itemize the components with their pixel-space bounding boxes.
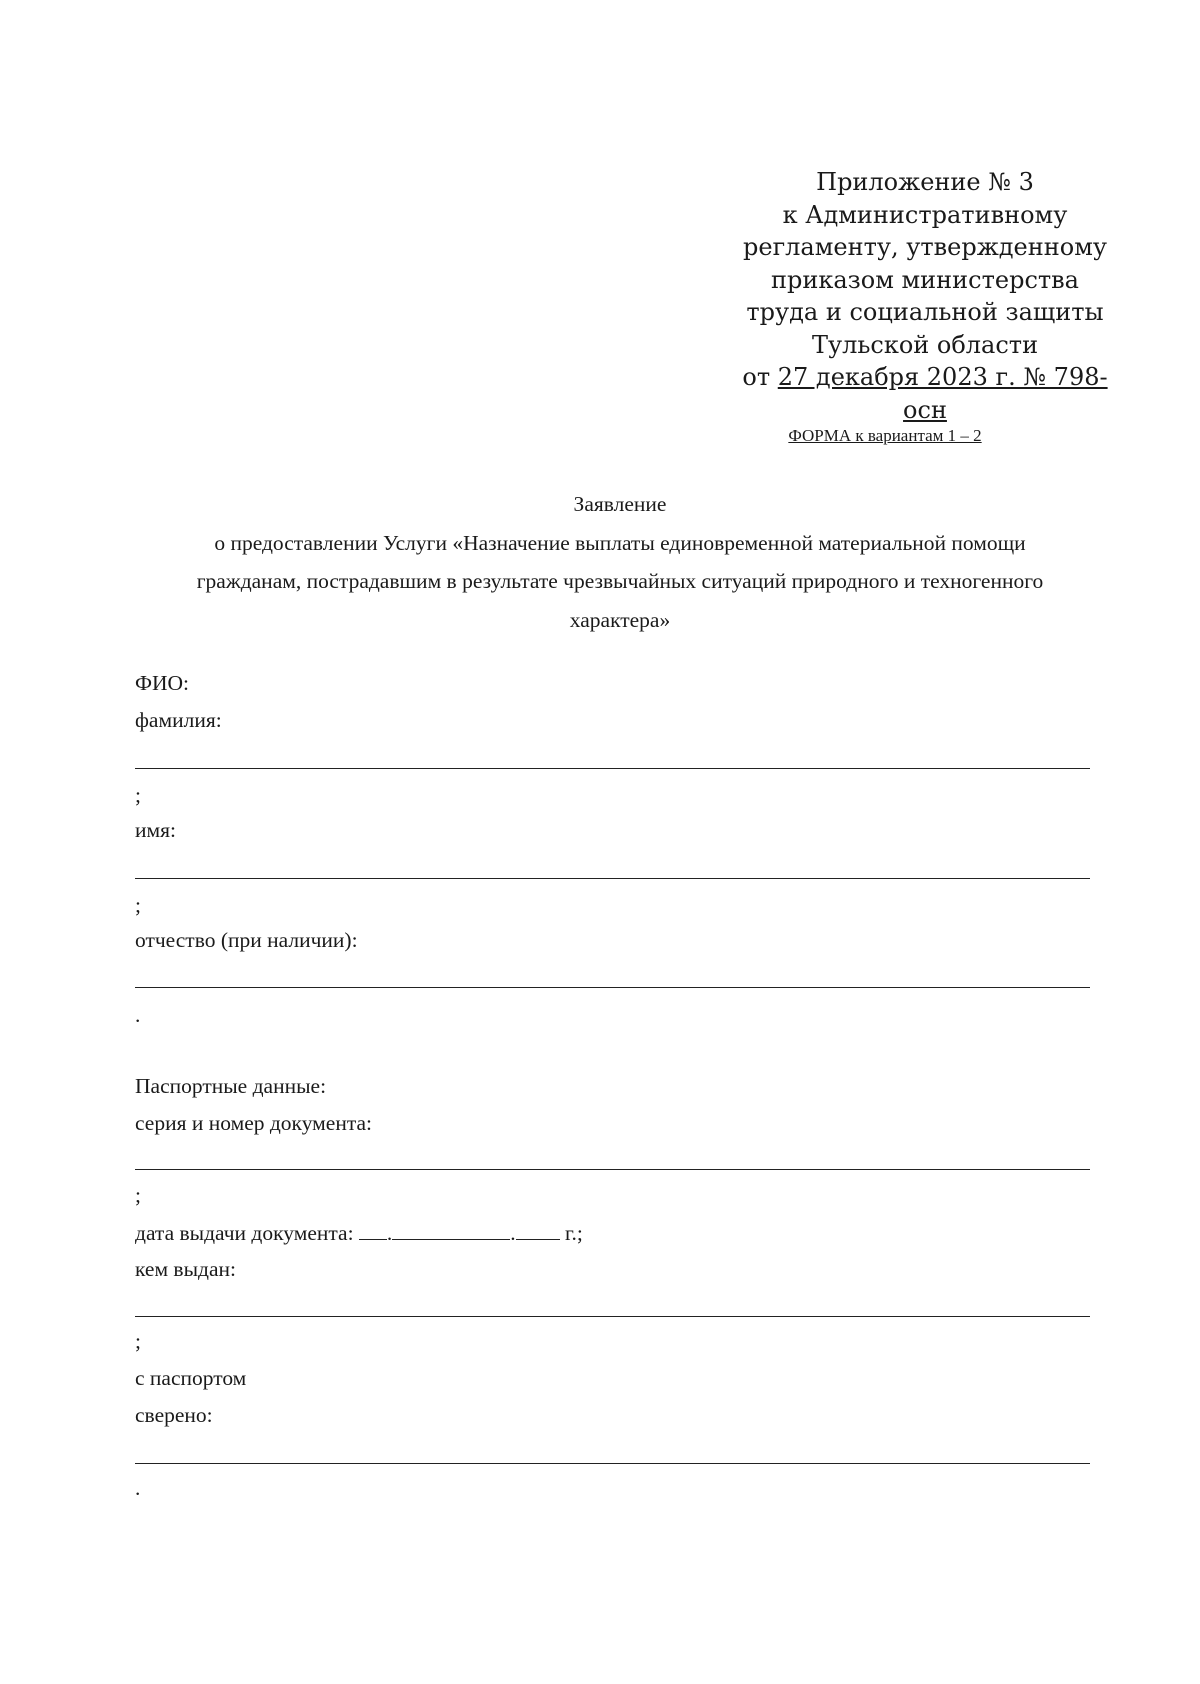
surname-field[interactable]	[135, 768, 1090, 769]
appendix-header	[740, 166, 1110, 426]
fio-heading: ФИО:	[135, 671, 190, 695]
appendix-order-date	[740, 361, 1110, 426]
surname-label: фамилия:	[135, 708, 222, 732]
form-variant-note: ФОРМА к вариантам 1 – 2	[788, 426, 982, 445]
title-line-4: характера»	[569, 607, 671, 632]
application-title	[120, 485, 1120, 639]
issue-date-label: дата выдачи документа:	[135, 1221, 354, 1245]
issue-date-month-field[interactable]	[392, 1221, 510, 1240]
patronymic-label: отчество (при наличии):	[135, 928, 358, 952]
name-field[interactable]	[135, 878, 1090, 879]
issued-by-label: кем выдан:	[135, 1257, 236, 1281]
appendix-line-6: Тульской области	[811, 330, 1039, 359]
patronymic-end: .	[135, 1003, 141, 1027]
issue-date-year-field[interactable]	[516, 1221, 560, 1240]
verified-end: .	[135, 1476, 141, 1500]
name-label: имя:	[135, 818, 176, 842]
appendix-order-ref: 27 декабря 2023 г. № 798-осн	[777, 363, 1108, 424]
verified-label-1: с паспортом	[135, 1366, 247, 1390]
passport-series-end: ;	[135, 1183, 141, 1207]
issued-by-field[interactable]	[135, 1316, 1090, 1317]
appendix-number: Приложение № 3	[816, 168, 1034, 196]
passport-series-field[interactable]	[135, 1169, 1090, 1170]
appendix-line-5: труда и социальной защиты	[746, 298, 1104, 326]
name-end: ;	[135, 893, 141, 917]
issued-by-end: ;	[135, 1329, 141, 1353]
appendix-order-prefix: от	[742, 363, 778, 391]
appendix-line-4: приказом министерства	[771, 265, 1079, 294]
issue-date-row	[135, 1221, 583, 1246]
surname-end: ;	[135, 783, 141, 807]
title-line-3: гражданам, пострадавшим в результате чрезвычайных ситуаций природного и техногенного	[196, 569, 1044, 593]
patronymic-field[interactable]	[135, 987, 1090, 988]
issue-date-suffix: г.;	[559, 1221, 583, 1245]
issue-date-day-field[interactable]	[359, 1221, 387, 1240]
passport-series-label: серия и номер документа:	[135, 1111, 372, 1135]
appendix-line-2: к Административному	[782, 200, 1068, 229]
verified-field[interactable]	[135, 1463, 1090, 1464]
passport-heading: Паспортные данные:	[135, 1074, 327, 1098]
verified-label-2: сверено:	[135, 1403, 213, 1427]
issue-date-sep-1: .	[386, 1221, 393, 1245]
title-heading: Заявление	[573, 492, 667, 516]
title-line-2: о предоставлении Услуги «Назначение выплаты единовременной материальной помощи	[214, 530, 1026, 555]
appendix-line-3: регламенту, утвержденному	[743, 233, 1107, 261]
issue-date-sep-2: .	[510, 1221, 516, 1245]
